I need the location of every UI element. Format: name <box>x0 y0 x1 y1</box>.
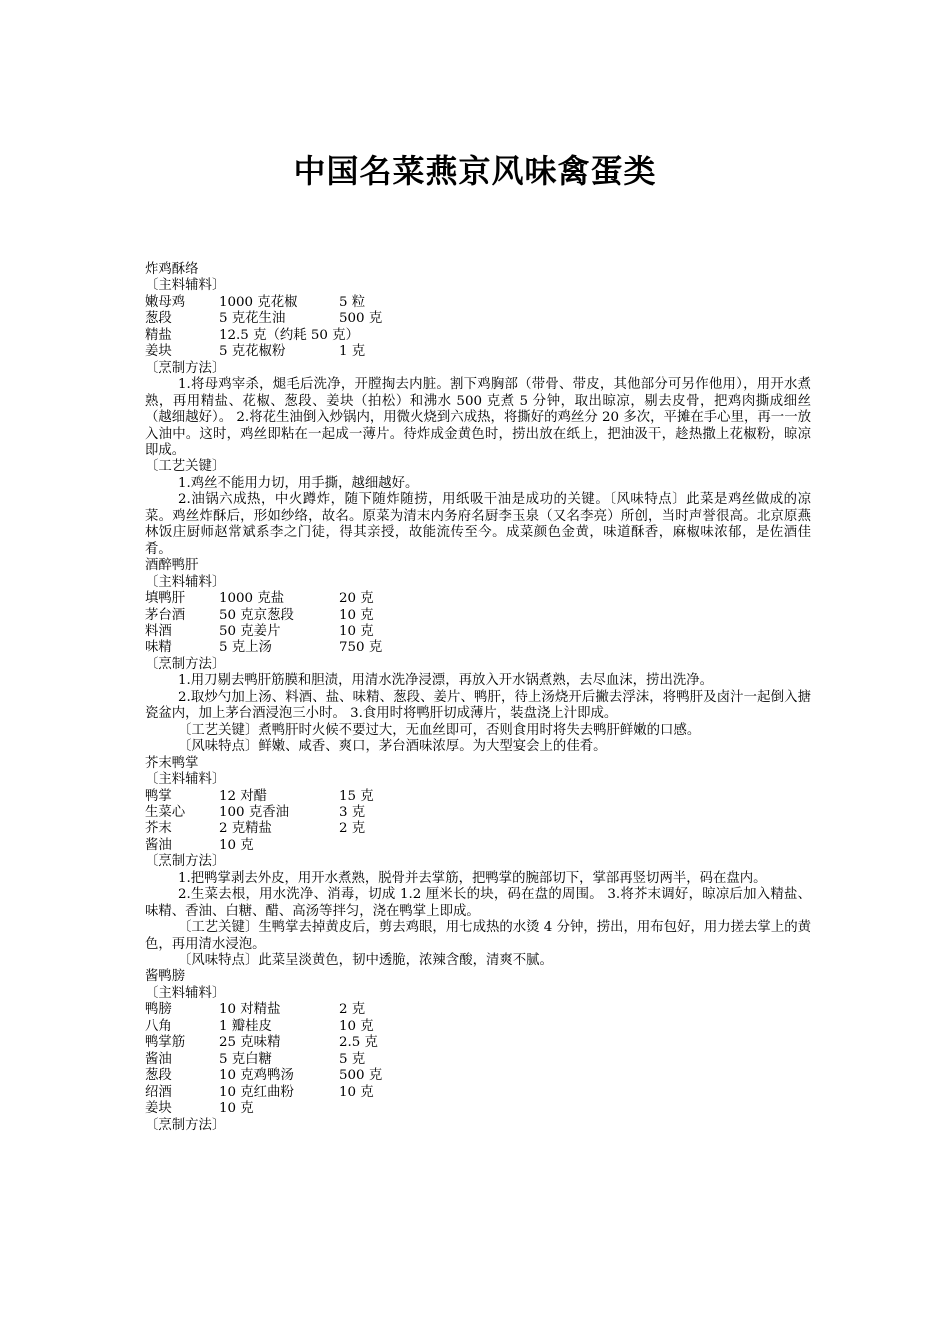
ingredient-row <box>145 1019 811 1035</box>
ingredient-cell: 12.5 克（约耗 50 克） <box>219 327 359 343</box>
ingredient-row <box>145 624 811 640</box>
ingredient-cell: 料酒 <box>145 623 172 639</box>
ingredient-cell: 3 克 <box>339 804 366 820</box>
ingredient-row <box>145 1052 811 1068</box>
ingredient-row <box>145 1002 811 1018</box>
paragraph: 〔工艺关键〕生鸭掌去掉黄皮后，剪去鸡眼，用七成热的水烫 4 分钟，捞出，用布包好，用力搓去掌上的黄色，再用清水浸泡。 <box>145 920 811 952</box>
section-heading: 〔主料辅料〕 <box>145 574 226 590</box>
ingredient-cell: 5 克 <box>339 1051 366 1067</box>
ingredient-cell: 芥末 <box>145 821 172 837</box>
ingredient-row <box>145 1085 811 1101</box>
ingredient-cell: 750 克 <box>339 640 383 656</box>
paragraph: 〔风味特点〕此菜呈淡黄色，韧中透脆，浓辣含酸，清爽不腻。 <box>178 953 553 969</box>
ingredient-cell: 12 对醋 <box>219 788 268 804</box>
ingredient-cell: 嫩母鸡 <box>145 294 186 310</box>
ingredient-cell: 10 克 <box>219 1101 254 1117</box>
ingredient-cell: 茅台酒 <box>145 607 186 623</box>
ingredient-cell: 鸭膀 <box>145 1002 172 1018</box>
page-title: 中国名菜燕京风味禽蛋类 <box>293 152 657 190</box>
ingredient-cell: 生菜心 <box>145 804 186 820</box>
ingredient-cell: 10 克 <box>339 1084 374 1100</box>
document-body <box>145 262 811 1134</box>
paragraph: 2.油锅六成热，中火蹲炸，随下随炸随捞，用纸吸干油是成功的关键。〔风味特点〕此菜是鸡丝做成的凉菜。鸡丝炸酥后，形如纱络，故名。原菜为清末内务府名厨李玉泉（又名李亮）所创，当时声誉很高。北京原燕林饭庄厨师赵常斌系李之门徒，得其亲授，故能流传至今。成菜颜色金黄，味道酥香，麻椒味浓郁，是佐酒佳肴。 <box>145 492 811 557</box>
ingredient-cell: 精盐 <box>145 327 172 343</box>
ingredient-cell: 姜块 <box>145 1101 172 1117</box>
ingredient-cell: 5 克白糖 <box>219 1051 272 1067</box>
ingredient-cell: 10 对精盐 <box>219 1002 281 1018</box>
ingredient-cell: 2.5 克 <box>339 1035 378 1051</box>
section-heading: 芥末鸭掌 <box>145 755 199 771</box>
ingredient-row <box>145 344 811 360</box>
ingredient-row <box>145 1101 811 1117</box>
section-heading: 〔烹制方法〕 <box>145 360 226 376</box>
ingredient-cell: 100 克香油 <box>219 804 289 820</box>
section-heading: 〔烹制方法〕 <box>145 1117 226 1133</box>
ingredient-cell: 50 克京葱段 <box>219 607 294 623</box>
ingredient-cell: 500 克 <box>339 1068 383 1084</box>
ingredient-row <box>145 311 811 327</box>
paragraph: 1.鸡丝不能用力切，用手撕，越细越好。 <box>178 475 419 491</box>
ingredient-cell: 八角 <box>145 1018 172 1034</box>
paragraph: 1.用刀剔去鸭肝筋膜和胆渍，用清水洗净浸漂，再放入开水锅煮熟，去尽血沫，捞出洗净。 <box>178 673 714 689</box>
ingredient-row <box>145 821 811 837</box>
ingredient-cell: 25 克味精 <box>219 1035 281 1051</box>
ingredient-cell: 味精 <box>145 640 172 656</box>
paragraph: 2.生菜去根，用水洗净、消毒，切成 1.2 厘米长的块，码在盘的周围。 3.将芥末调好，晾凉后加入精盐、味精、香油、白糖、醋、高汤等拌匀，浇在鸭掌上即成。 <box>145 887 811 919</box>
ingredient-cell: 填鸭肝 <box>145 591 186 607</box>
ingredient-cell: 10 克红曲粉 <box>219 1084 294 1100</box>
paragraph: 1.将母鸡宰杀，煺毛后洗净，开膛掏去内脏。割下鸡胸部（带骨、带皮，其他部分可另作他用），用开水煮熟，再用精盐、花椒、葱段、姜块（拍松）和沸水 500 克煮 5 分钟，取出晾凉，剔去皮骨，把鸡肉撕成细丝（越细越好）。 2.将花生油倒入炒锅内，用微火烧到六成热，将撕好的鸡丝分 20 多次，平摊在手心里，再一一放入油中。这时，鸡丝即粘在一起成一薄片。待炸成金黄色时，捞出放在纸上，把油汲干，趁热撒上花椒粉，晾凉即成。 <box>145 377 811 458</box>
section-heading: 〔主料辅料〕 <box>145 278 226 294</box>
section-heading: 〔烹制方法〕 <box>145 854 226 870</box>
ingredient-row <box>145 805 811 821</box>
ingredient-cell: 500 克 <box>339 311 383 327</box>
ingredient-cell: 1 克 <box>339 344 366 360</box>
ingredient-cell: 50 克姜片 <box>219 623 281 639</box>
ingredient-cell: 酱油 <box>145 1051 172 1067</box>
ingredient-row <box>145 608 811 624</box>
paragraph: 2.取炒勺加上汤、料酒、盐、味精、葱段、姜片、鸭肝，待上汤烧开后撇去浮沫，将鸭肝及卤汁一起倒入搪瓷盆内，加上茅台酒浸泡三小时。 3.食用时将鸭肝切成薄片，装盘浇上汁即成。 <box>145 689 811 722</box>
ingredient-cell: 2 克精盐 <box>219 821 272 837</box>
ingredient-row <box>145 1068 811 1084</box>
section-heading: 〔工艺关键〕 <box>145 459 226 475</box>
ingredient-cell: 10 克 <box>339 1018 374 1034</box>
ingredient-cell: 绍酒 <box>145 1084 172 1100</box>
ingredient-row <box>145 789 811 805</box>
ingredient-cell: 葱段 <box>145 311 172 327</box>
ingredient-cell: 鸭掌 <box>145 788 172 804</box>
ingredient-cell: 1 瓣桂皮 <box>219 1018 272 1034</box>
ingredient-cell: 5 克上汤 <box>219 640 272 656</box>
ingredient-cell: 10 克 <box>339 623 374 639</box>
ingredient-cell: 2 克 <box>339 821 366 837</box>
ingredient-cell: 10 克 <box>219 837 254 853</box>
ingredient-cell: 15 克 <box>339 788 374 804</box>
ingredient-cell: 10 克鸡鸭汤 <box>219 1068 294 1084</box>
ingredient-row <box>145 328 811 344</box>
section-heading: 〔主料辅料〕 <box>145 772 226 788</box>
ingredient-cell: 10 克 <box>339 607 374 623</box>
ingredient-cell: 鸭掌筋 <box>145 1035 186 1051</box>
ingredient-row <box>145 295 811 311</box>
ingredient-cell: 1000 克盐 <box>219 591 285 607</box>
paragraph: 〔风味特点〕鲜嫩、咸香、爽口，茅台酒味浓厚。为大型宴会上的佳肴。 <box>178 739 607 755</box>
ingredient-cell: 2 克 <box>339 1002 366 1018</box>
section-heading: 酒醉鸭肝 <box>145 558 199 574</box>
ingredient-cell: 5 克花生油 <box>219 311 286 327</box>
section-heading: 酱鸭膀 <box>145 969 186 985</box>
paragraph: 1.把鸭掌剥去外皮，用开水煮熟，脱骨并去掌筋，把鸭掌的腕部切下，掌部再竖切两半，码在盘内。 <box>178 870 767 886</box>
section-heading: 炸鸡酥络 <box>145 262 199 277</box>
ingredient-cell: 葱段 <box>145 1068 172 1084</box>
ingredient-cell: 姜块 <box>145 344 172 360</box>
ingredient-cell: 酱油 <box>145 837 172 853</box>
ingredient-cell: 5 粒 <box>339 294 366 310</box>
ingredient-cell: 1000 克花椒 <box>219 294 298 310</box>
ingredient-cell: 5 克花椒粉 <box>219 344 286 360</box>
ingredient-row <box>145 1035 811 1051</box>
paragraph: 〔工艺关键〕煮鸭肝时火候不要过大，无血丝即可，否则食用时将失去鸭肝鲜嫩的口感。 <box>178 722 701 738</box>
section-heading: 〔主料辅料〕 <box>145 985 226 1001</box>
ingredient-row <box>145 591 811 607</box>
ingredient-row <box>145 640 811 656</box>
ingredient-row <box>145 838 811 854</box>
section-heading: 〔烹制方法〕 <box>145 656 226 672</box>
ingredient-cell: 20 克 <box>339 591 374 607</box>
